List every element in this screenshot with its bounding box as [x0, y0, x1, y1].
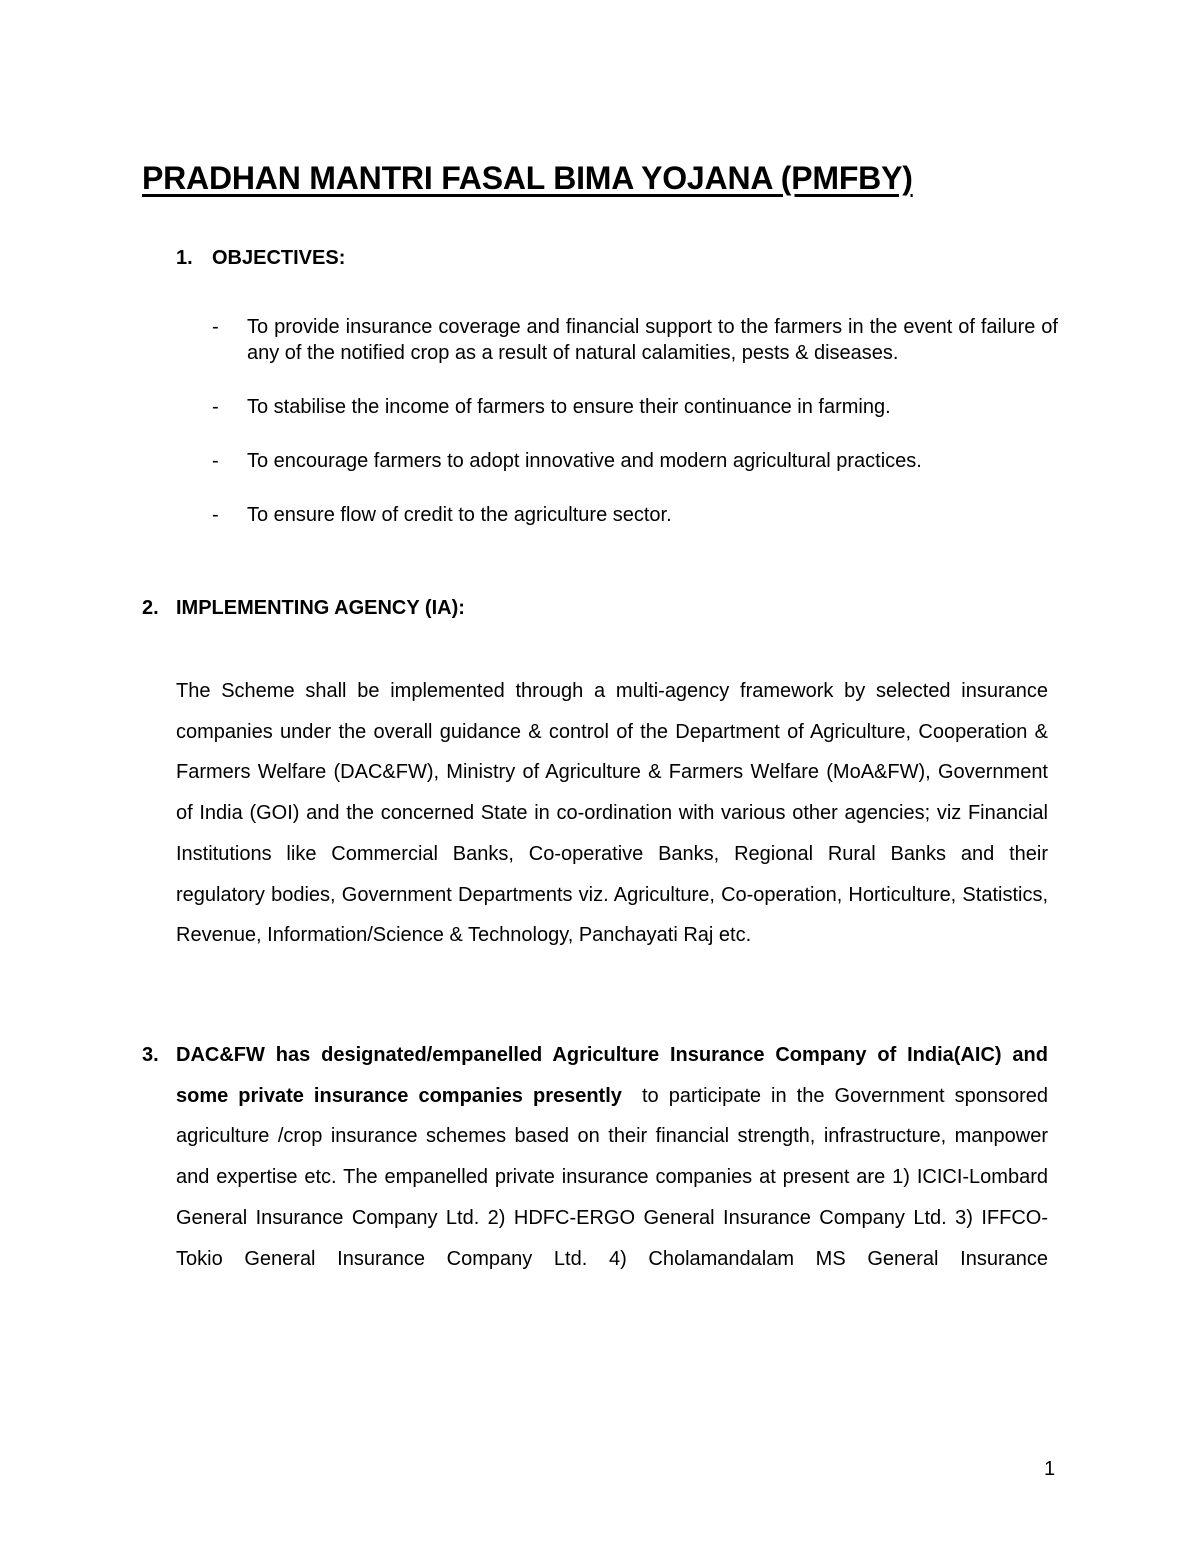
section-3-text: to participate in the Government sponsored agriculture /crop insurance schemes based on their financial strength, infrastructure, manpower and expertise etc. The empanelled private insurance companies at present are 1) ICICI-Lombard General Insurance Company Ltd. 2) HDFC-ERGO General Insurance Company Ltd. 3) IFFCO-Tokio General Insurance Company Ltd. 4) Cholamandalam MS General Insurance — [176, 1084, 1048, 1270]
page-number: 1 — [1044, 1458, 1056, 1480]
section-1-heading — [176, 247, 345, 270]
list-item — [212, 314, 1058, 366]
bullet-text: To provide insurance coverage and financial support to the farmers in the event of failure of any of the notified crop as a result of natural calamities, pests & diseases. — [247, 316, 1058, 364]
section-1-number: 1. — [176, 247, 193, 269]
bullet-dash: - — [212, 504, 219, 526]
list-item — [212, 448, 1058, 474]
section-3 — [142, 1035, 1048, 1279]
bullet-dash: - — [212, 316, 219, 338]
bullet-dash: - — [212, 450, 219, 472]
bullet-dash: - — [212, 396, 219, 418]
section-3-bold-text: DAC&FW has designated/empanelled Agriculture Insurance Company of India(AIC) and some private insurance companies presently — [176, 1044, 1048, 1107]
section-2-heading — [142, 597, 465, 620]
section-3-paragraph — [176, 1035, 1048, 1279]
bullet-text: To encourage farmers to adopt innovative and modern agricultural practices. — [247, 450, 922, 472]
section-1-title: OBJECTIVES: — [212, 247, 346, 269]
objectives-list — [212, 314, 1058, 556]
bullet-text: To stabilise the income of farmers to ensure their continuance in farming. — [247, 396, 891, 418]
list-item — [212, 502, 1058, 528]
bullet-text: To ensure flow of credit to the agriculture sector. — [247, 504, 672, 526]
section-2-paragraph: The Scheme shall be implemented through a multi-agency framework by selected insurance companies under the overall guidance & control of the Department of Agriculture, Cooperation & Farmers Welfare (DAC&FW), Ministry of Agriculture & Farmers Welfare (MoA&FW), Government of India (GOI) and the concerned State in co-ordination with various other agencies; viz Financial Institutions like Commercial Banks, Co-operative Banks, Regional Rural Banks and their regulatory bodies, Government Departments viz. Agriculture, Co-operation, Horticulture, Statistics, Revenue, Information/Science & Technology, Panchayati Raj etc. — [176, 680, 1048, 947]
document-title: PRADHAN MANTRI FASAL BIMA YOJANA (PMFBY) — [142, 160, 913, 196]
section-3-number: 3. — [142, 1044, 159, 1066]
section-2-title: IMPLEMENTING AGENCY (IA): — [176, 597, 465, 619]
list-item — [212, 394, 1058, 420]
section-2-number: 2. — [142, 597, 159, 619]
